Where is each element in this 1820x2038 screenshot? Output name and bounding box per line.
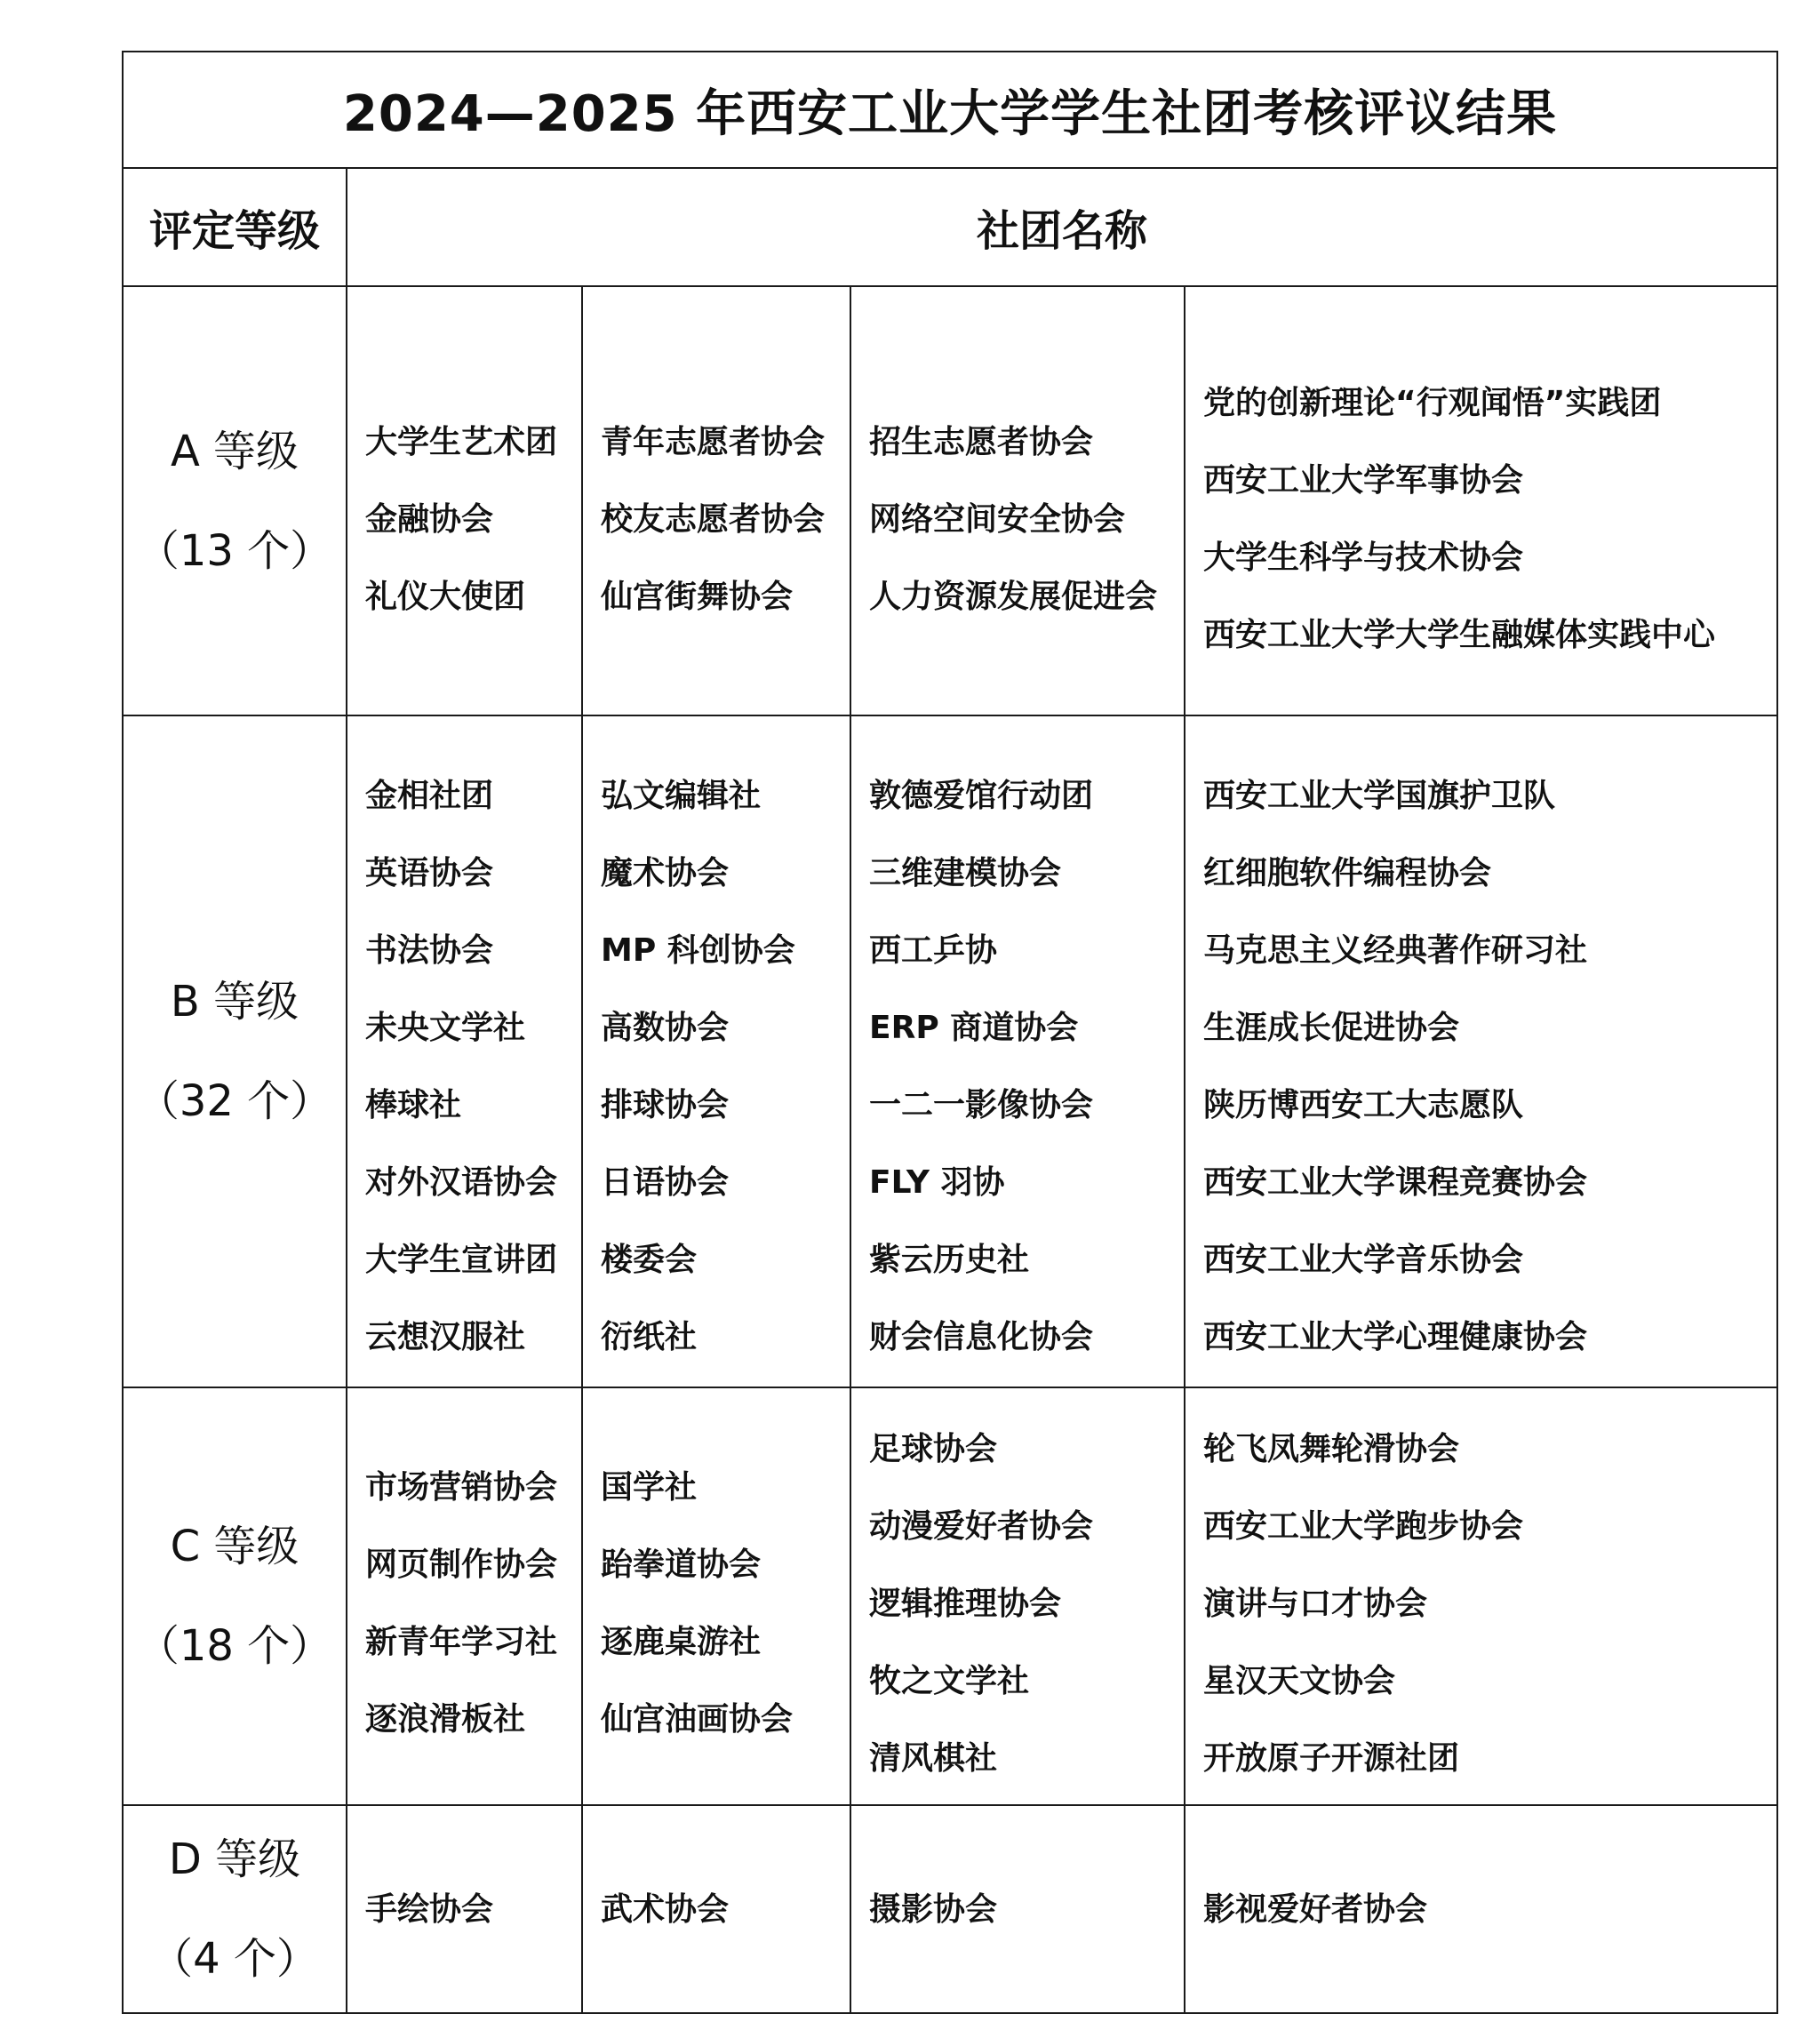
club-name: 校友志愿者协会 [601, 500, 826, 538]
grade-label-cell [123, 715, 347, 1387]
grade-row-c [123, 1387, 1777, 1805]
club-name: 摄影协会 [869, 1890, 998, 1928]
club-name: 市场营销协会 [365, 1469, 558, 1506]
club-name: ERP 商道协会 [869, 1010, 1079, 1046]
club-name: 西安工业大学跑步协会 [1203, 1507, 1524, 1545]
club-name: 西安工业大学国旗护卫队 [1203, 778, 1556, 814]
club-column [582, 1387, 850, 1805]
club-name: 西工乒协 [869, 932, 998, 969]
club-column [582, 1805, 850, 2013]
club-column [347, 1387, 582, 1805]
club-column [1185, 1387, 1777, 1805]
club-name: 英语协会 [365, 855, 494, 891]
grade-label: A 等级 [170, 426, 299, 476]
club-name: 弘文编辑社 [601, 778, 762, 814]
club-name: 日语协会 [601, 1164, 730, 1201]
club-column [582, 715, 850, 1387]
club-name: 人力资源发展促进会 [869, 578, 1158, 615]
club-column [1185, 1805, 1777, 2013]
evaluation-results-table [122, 51, 1778, 2014]
grade-count: （32 个） [136, 1076, 333, 1126]
club-name: 西安工业大学音乐协会 [1203, 1242, 1524, 1278]
document-title: 2024—2025 年西安工业大学学生社团考核评议结果 [123, 52, 1777, 168]
club-name: 逐浪滑板社 [365, 1701, 526, 1738]
club-name: 西安工业大学军事协会 [1203, 462, 1524, 499]
club-name: 武术协会 [601, 1890, 730, 1928]
club-name: 仙宫街舞协会 [601, 578, 794, 615]
club-name: 陕历博西安工大志愿队 [1203, 1087, 1524, 1123]
club-name: FLY 羽协 [869, 1164, 1005, 1201]
club-name: 一二一影像协会 [869, 1087, 1094, 1123]
club-column [1185, 715, 1777, 1387]
header-club-name: 社团名称 [347, 168, 1777, 286]
club-name: 逐鹿桌游社 [601, 1624, 762, 1660]
club-name: 排球协会 [601, 1087, 730, 1123]
club-name: 金融协会 [365, 500, 494, 538]
grade-count: （18 个） [136, 1621, 333, 1671]
header-grade: 评定等级 [123, 168, 347, 286]
club-name: 紫云历史社 [869, 1242, 1030, 1278]
club-name: 牧之文学社 [869, 1662, 1030, 1699]
club-name: MP 科创协会 [601, 932, 795, 969]
club-name: 楼委会 [601, 1242, 698, 1278]
club-column [850, 286, 1185, 715]
club-name: 网页制作协会 [365, 1546, 558, 1583]
club-name: 网络空间安全协会 [869, 500, 1126, 538]
grade-label: B 等级 [170, 977, 299, 1027]
club-name: 西安工业大学心理健康协会 [1203, 1319, 1588, 1355]
club-name: 魔术协会 [601, 855, 730, 891]
club-name: 大学生宣讲团 [365, 1242, 558, 1278]
club-name: 党的创新理论“行观闻悟”实践团 [1203, 385, 1662, 421]
club-name: 生涯成长促进协会 [1203, 1010, 1460, 1046]
grade-row-d [123, 1805, 1777, 2013]
club-name: 开放原子开源社团 [1203, 1739, 1460, 1777]
grade-row-a [123, 286, 1777, 715]
grade-label: D 等级 [168, 1834, 301, 1884]
grade-label-cell [123, 1387, 347, 1805]
club-column [347, 1805, 582, 2013]
club-name: 影视爱好者协会 [1203, 1890, 1428, 1928]
club-column [347, 715, 582, 1387]
club-name: 金相社团 [365, 778, 494, 814]
club-name: 足球协会 [869, 1430, 998, 1467]
grade-label-cell [123, 286, 347, 715]
club-column [582, 286, 850, 715]
club-name: 对外汉语协会 [365, 1164, 558, 1201]
club-column [850, 715, 1185, 1387]
club-name: 逻辑推理协会 [869, 1585, 1062, 1622]
club-name: 西安工业大学大学生融媒体实践中心 [1203, 617, 1716, 653]
club-name: 新青年学习社 [365, 1624, 558, 1660]
club-name: 财会信息化协会 [869, 1319, 1094, 1355]
club-name: 云想汉服社 [365, 1319, 526, 1355]
club-name: 动漫爱好者协会 [869, 1507, 1094, 1545]
club-name: 书法协会 [365, 932, 494, 969]
club-name: 星汉天文协会 [1203, 1662, 1396, 1699]
club-name: 三维建模协会 [869, 855, 1062, 891]
club-name: 手绘协会 [365, 1890, 494, 1928]
club-name: 未央文学社 [365, 1010, 526, 1046]
club-name: 红细胞软件编程协会 [1203, 855, 1492, 891]
club-name: 西安工业大学课程竞赛协会 [1203, 1164, 1588, 1201]
club-name: 跆拳道协会 [601, 1546, 762, 1583]
grade-count: （13 个） [136, 525, 333, 576]
club-name: 演讲与口才协会 [1203, 1585, 1428, 1622]
club-name: 青年志愿者协会 [601, 423, 826, 460]
club-name: 大学生艺术团 [365, 423, 558, 460]
club-name: 招生志愿者协会 [869, 423, 1094, 460]
club-column [1185, 286, 1777, 715]
club-name: 国学社 [601, 1469, 698, 1506]
club-name: 衍纸社 [601, 1319, 698, 1355]
club-name: 清风棋社 [869, 1739, 998, 1777]
grade-count: （4 个） [150, 1934, 319, 1984]
club-name: 棒球社 [365, 1087, 462, 1123]
club-column [347, 286, 582, 715]
club-name: 轮飞凤舞轮滑协会 [1203, 1430, 1460, 1467]
club-name: 高数协会 [601, 1010, 730, 1046]
grade-label: C 等级 [170, 1522, 299, 1571]
club-column [850, 1805, 1185, 2013]
club-name: 马克思主义经典著作研习社 [1203, 932, 1588, 969]
grade-row-b [123, 715, 1777, 1387]
club-name: 仙宫油画协会 [601, 1701, 794, 1738]
grade-label-cell [123, 1805, 347, 2013]
club-column [850, 1387, 1185, 1805]
club-name: 敦德爱馆行动团 [869, 778, 1094, 814]
club-name: 礼仪大使团 [365, 578, 526, 615]
club-name: 大学生科学与技术协会 [1203, 539, 1524, 576]
